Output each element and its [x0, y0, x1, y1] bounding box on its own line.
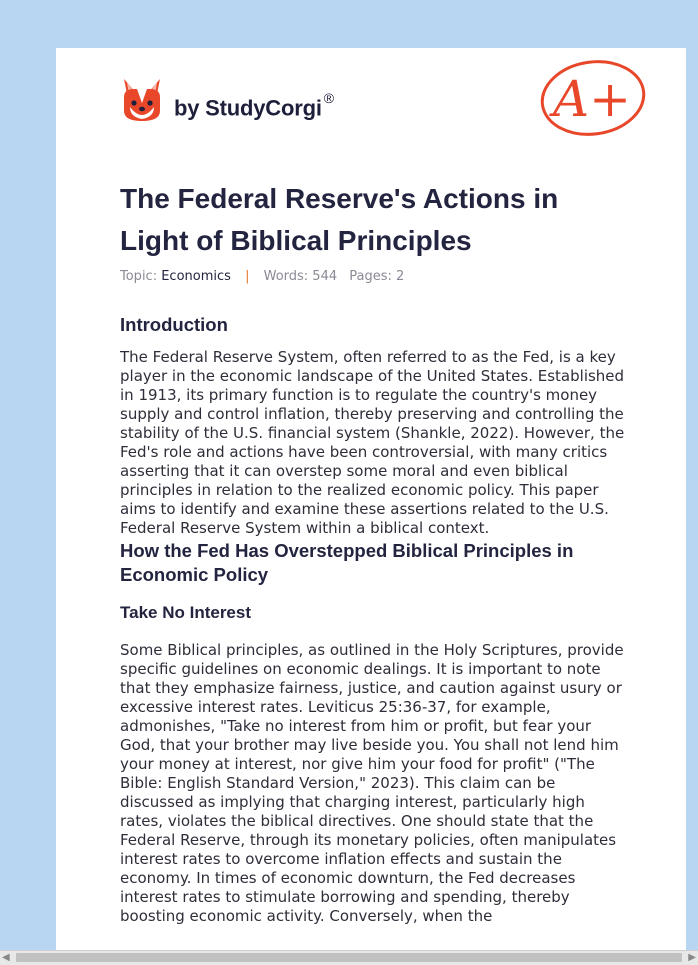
- grade-text: A+: [552, 70, 632, 128]
- scroll-left-icon[interactable]: ◀: [2, 952, 10, 963]
- subsection-heading-take-no-interest: Take No Interest: [120, 603, 252, 622]
- document-title: The Federal Reserve's Actions in Light of Biblical Principles: [120, 183, 559, 256]
- horizontal-scrollbar[interactable]: [0, 950, 698, 965]
- topic-link[interactable]: Economics: [161, 269, 231, 284]
- studycorgi-logo[interactable]: [120, 75, 164, 125]
- grade-badge: [538, 58, 648, 140]
- scroll-right-icon[interactable]: ▶: [688, 952, 696, 963]
- document-meta: [120, 269, 404, 284]
- paragraph-introduction: The Federal Reserve System, often referred to as the Fed, is a key player in the economic landscape of the United States. Established in 1913, its primary function is to regulate the country's money supply and control inflation, thereby preserving and controlling the stability of the U.S. financial system (Shankle, 2022). However, the Fed's role and actions have been controversial, with many critics asserting that it can overstep some moral and even biblical principles in relation to the realized economic policy. This paper aims to identify and examine these assertions related to the U.S. Federal Reserve System within a biblical context.: [120, 348, 625, 537]
- document-body: [120, 313, 630, 926]
- document-page: [56, 48, 686, 950]
- registered-mark: ®: [323, 90, 334, 106]
- section-heading-introduction: Introduction: [120, 314, 228, 335]
- paragraph-take-no-interest: Some Biblical principles, as outlined in the Holy Scriptures, provide specific guidelines on economic dealings. It is important to note that they emphasize fairness, justice, and caution against usury or excessive interest rates. Leviticus 25:36-37, for example, admonishes, "Take no interest from him or profit, but fear your God, that your brother may live beside you. You shall not lend him your money at interest, nor give him your food for profit" ("The Bible: English Standard Version," 2023). This claim can be discussed as implying that charging interest, particularly high rates, violates the biblical directives. One should state that the Federal Reserve, through its monetary policies, often manipulates interest rates to overcome inflation effects and sustain the economy. In times of economic downturn, the Fed decreases interest rates to stimulate borrowing and spending, thereby boosting economic activity. Conversely, when the: [120, 641, 624, 925]
- corgi-icon: [120, 77, 164, 123]
- meta-separator: |: [245, 269, 250, 284]
- scroll-thumb[interactable]: [16, 953, 682, 962]
- word-count: Words: 544: [263, 269, 338, 284]
- topic-label: Topic:: [120, 269, 158, 284]
- brand-name[interactable]: by StudyCorgi ®: [174, 90, 334, 121]
- page-count: Pages: 2: [349, 269, 405, 284]
- section-heading-overstepped: How the Fed Has Overstepped Biblical Principles in Economic Policy: [120, 540, 574, 585]
